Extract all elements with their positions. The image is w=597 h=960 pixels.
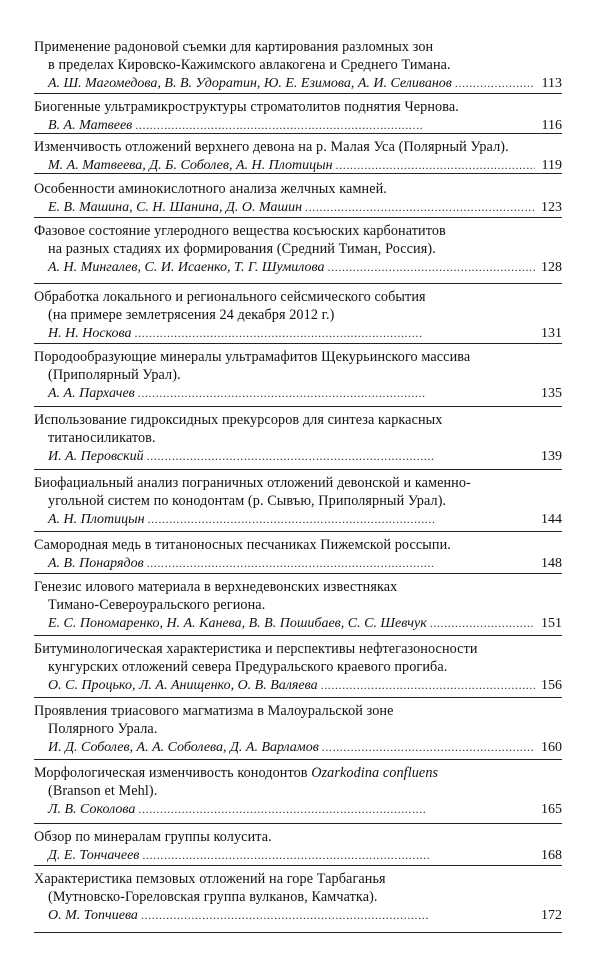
toc-entry[interactable] (34, 474, 562, 528)
entry-divider (34, 217, 562, 218)
dot-leader (336, 156, 535, 174)
entry-title-line: Морфологическая изменчивость конодонтов Ozarkodina confluens (34, 765, 439, 781)
entry-page-number: 165 (541, 802, 562, 817)
entry-divider (34, 865, 562, 866)
entry-authors: Н. Н. Носкова (48, 326, 132, 341)
entry-title-line: Битуминологическая характеристика и перспективы нефтегазоносности (34, 641, 478, 657)
entry-page-number: 160 (541, 740, 562, 755)
dot-leader (147, 447, 535, 465)
dot-leader (148, 510, 535, 528)
dot-leader (455, 74, 535, 92)
entry-divider (34, 531, 562, 532)
dot-leader (142, 846, 535, 864)
entry-divider (34, 932, 562, 933)
dot-leader (322, 738, 535, 756)
entry-author-line (34, 846, 562, 864)
dot-leader (321, 676, 535, 694)
entry-author-line (34, 258, 562, 276)
toc-entry[interactable] (34, 138, 562, 174)
toc-entry[interactable] (34, 411, 562, 465)
entry-authors: В. А. Матвеев (48, 118, 133, 133)
dot-leader (305, 198, 535, 216)
entry-page-number: 135 (541, 386, 562, 401)
entry-author-line (34, 74, 562, 92)
entry-author-line (34, 156, 562, 174)
entry-divider (34, 635, 562, 636)
entry-page-number: 151 (541, 616, 562, 631)
entry-title-line: Проявления триасового магматизма в Малоуральской зоне (34, 703, 394, 719)
entry-author-line (34, 510, 562, 528)
toc-entry[interactable] (34, 222, 562, 276)
toc-entry[interactable] (34, 870, 562, 924)
entry-page-number: 168 (541, 848, 562, 863)
entry-author-line (34, 614, 562, 632)
species-name: Ozarkodina confluens (311, 765, 439, 781)
entry-authors: Е. С. Пономаренко, Н. А. Канева, В. В. Пошибаев, С. С. Шевчук (48, 616, 427, 631)
entry-title-line: Тимано-Североуральского региона. (48, 597, 266, 613)
entry-author-line (34, 324, 562, 342)
entry-author-line (34, 554, 562, 572)
entry-title-line: (на примере землетрясения 24 декабря 2012 г.) (48, 307, 335, 323)
entry-author-line (34, 800, 562, 818)
entry-title-line: Биогенные ультрамикроструктуры строматолитов поднятия Чернова. (34, 99, 459, 115)
entry-title-line: на разных стадиях их формирования (Средний Тиман, Россия). (48, 241, 436, 257)
entry-page-number: 139 (541, 449, 562, 464)
entry-authors: И. Д. Соболев, А. А. Соболева, Д. А. Варламов (48, 740, 319, 755)
entry-authors: А. В. Понарядов (48, 556, 144, 571)
dot-leader (135, 324, 535, 342)
toc-entry[interactable] (34, 764, 562, 818)
entry-page-number: 144 (541, 512, 562, 527)
entry-author-line (34, 384, 562, 402)
entry-authors: О. М. Топчиева (48, 908, 138, 923)
entry-author-line (34, 676, 562, 694)
entry-title-line: Обзор по минералам группы колусита. (34, 829, 272, 845)
entry-authors: М. А. Матвеева, Д. Б. Соболев, А. Н. Плотицын (48, 158, 333, 173)
entry-page-number: 172 (541, 908, 562, 923)
entry-title-line: титаносиликатов. (48, 430, 156, 446)
entry-title-line: в пределах Кировско-Кажимского авлакогена и Среднего Тимана. (48, 57, 451, 73)
dot-leader (138, 800, 535, 818)
entry-authors: А. Н. Плотицын (48, 512, 145, 527)
toc-entry[interactable] (34, 288, 562, 342)
toc-entry[interactable] (34, 536, 562, 572)
entry-authors: О. С. Процько, Л. А. Анищенко, О. В. Валяева (48, 678, 318, 693)
dot-leader (147, 554, 535, 572)
entry-divider (34, 573, 562, 574)
entry-author-line (34, 906, 562, 924)
entry-divider (34, 283, 562, 284)
toc-entry[interactable] (34, 578, 562, 632)
entry-authors: А. Н. Мингалев, С. И. Исаенко, Т. Г. Шумилова (48, 260, 325, 275)
entry-title-line: Биофациальный анализ пограничных отложений девонской и каменно- (34, 475, 471, 491)
entry-title-line: Использование гидроксидных прекурсоров для синтеза каркасных (34, 412, 443, 428)
entry-authors: Е. В. Машина, С. Н. Шанина, Д. О. Машин (48, 200, 303, 215)
entry-authors: Д. Е. Тончачеев (48, 848, 140, 863)
entry-title-line: Характеристика пемзовых отложений на горе Тарбаганья (34, 871, 386, 887)
entry-author-line (34, 738, 562, 756)
toc-entry[interactable] (34, 702, 562, 756)
entry-divider (34, 93, 562, 94)
entry-authors: Л. В. Соколова (48, 802, 136, 817)
entry-author-line (34, 447, 562, 465)
entry-page-number: 156 (541, 678, 562, 693)
entry-title-line: угольной систем по конодонтам (р. Сывъю, Приполярный Урал). (48, 493, 447, 509)
entry-divider (34, 697, 562, 698)
entry-page-number: 128 (541, 260, 562, 275)
entry-title-line: Самородная медь в титаноносных песчаниках Пижемской россыпи. (34, 537, 451, 553)
entry-title-line: Генезис илового материала в верхнедевонских известняках (34, 579, 398, 595)
entry-page-number: 123 (541, 200, 562, 215)
entry-divider (34, 469, 562, 470)
entry-page-number: 113 (541, 76, 562, 91)
dot-leader (141, 906, 535, 924)
entry-authors: А. А. Пархачев (48, 386, 135, 401)
entry-divider (34, 173, 562, 174)
entry-title-line: (Branson et Mehl). (48, 783, 158, 799)
entry-author-line (34, 198, 562, 216)
entry-divider (34, 759, 562, 760)
entry-authors: А. Ш. Магомедова, В. В. Удоратин, Ю. Е. Езимова, А. И. Селиванов (48, 76, 452, 91)
entry-divider (34, 133, 562, 134)
entry-title-line: Особенности аминокислотного анализа желчных камней. (34, 181, 387, 197)
dot-leader (138, 384, 535, 402)
entry-title-line: Обработка локального и регионального сейсмического события (34, 289, 426, 305)
entry-page-number: 148 (541, 556, 562, 571)
entry-title-line: (Мутновско-Гореловская группа вулканов, Камчатка). (48, 889, 378, 905)
entry-author-line (34, 116, 562, 134)
toc-entry[interactable] (34, 38, 562, 92)
entry-title-line: Изменчивость отложений верхнего девона на р. Малая Уса (Полярный Урал). (34, 139, 509, 155)
entry-title-line: Применение радоновой съемки для картирования разломных зон (34, 39, 434, 55)
dot-leader (430, 614, 535, 632)
entry-title-line: Полярного Урала. (48, 721, 158, 737)
entry-title-line: Фазовое состояние углеродного вещества косъюских карбонатитов (34, 223, 446, 239)
entry-authors: И. А. Перовский (48, 449, 144, 464)
toc-entry[interactable] (34, 640, 562, 694)
entry-divider (34, 406, 562, 407)
entry-page-number: 131 (541, 326, 562, 341)
entry-divider (34, 343, 562, 344)
entry-title-line: кунгурских отложений севера Предуральского краевого прогиба. (48, 659, 448, 675)
toc-entry[interactable] (34, 348, 562, 402)
toc-entry[interactable] (34, 828, 562, 864)
toc-entry[interactable] (34, 98, 562, 134)
dot-leader (135, 116, 535, 134)
entry-page-number: 116 (541, 118, 562, 133)
entry-page-number: 119 (541, 158, 562, 173)
entry-divider (34, 823, 562, 824)
entry-title-line: Породообразующие минералы ультрамафитов Щекурьинского массива (34, 349, 471, 365)
entry-title-line: (Приполярный Урал). (48, 367, 181, 383)
dot-leader (328, 258, 535, 276)
toc-entry[interactable] (34, 180, 562, 216)
